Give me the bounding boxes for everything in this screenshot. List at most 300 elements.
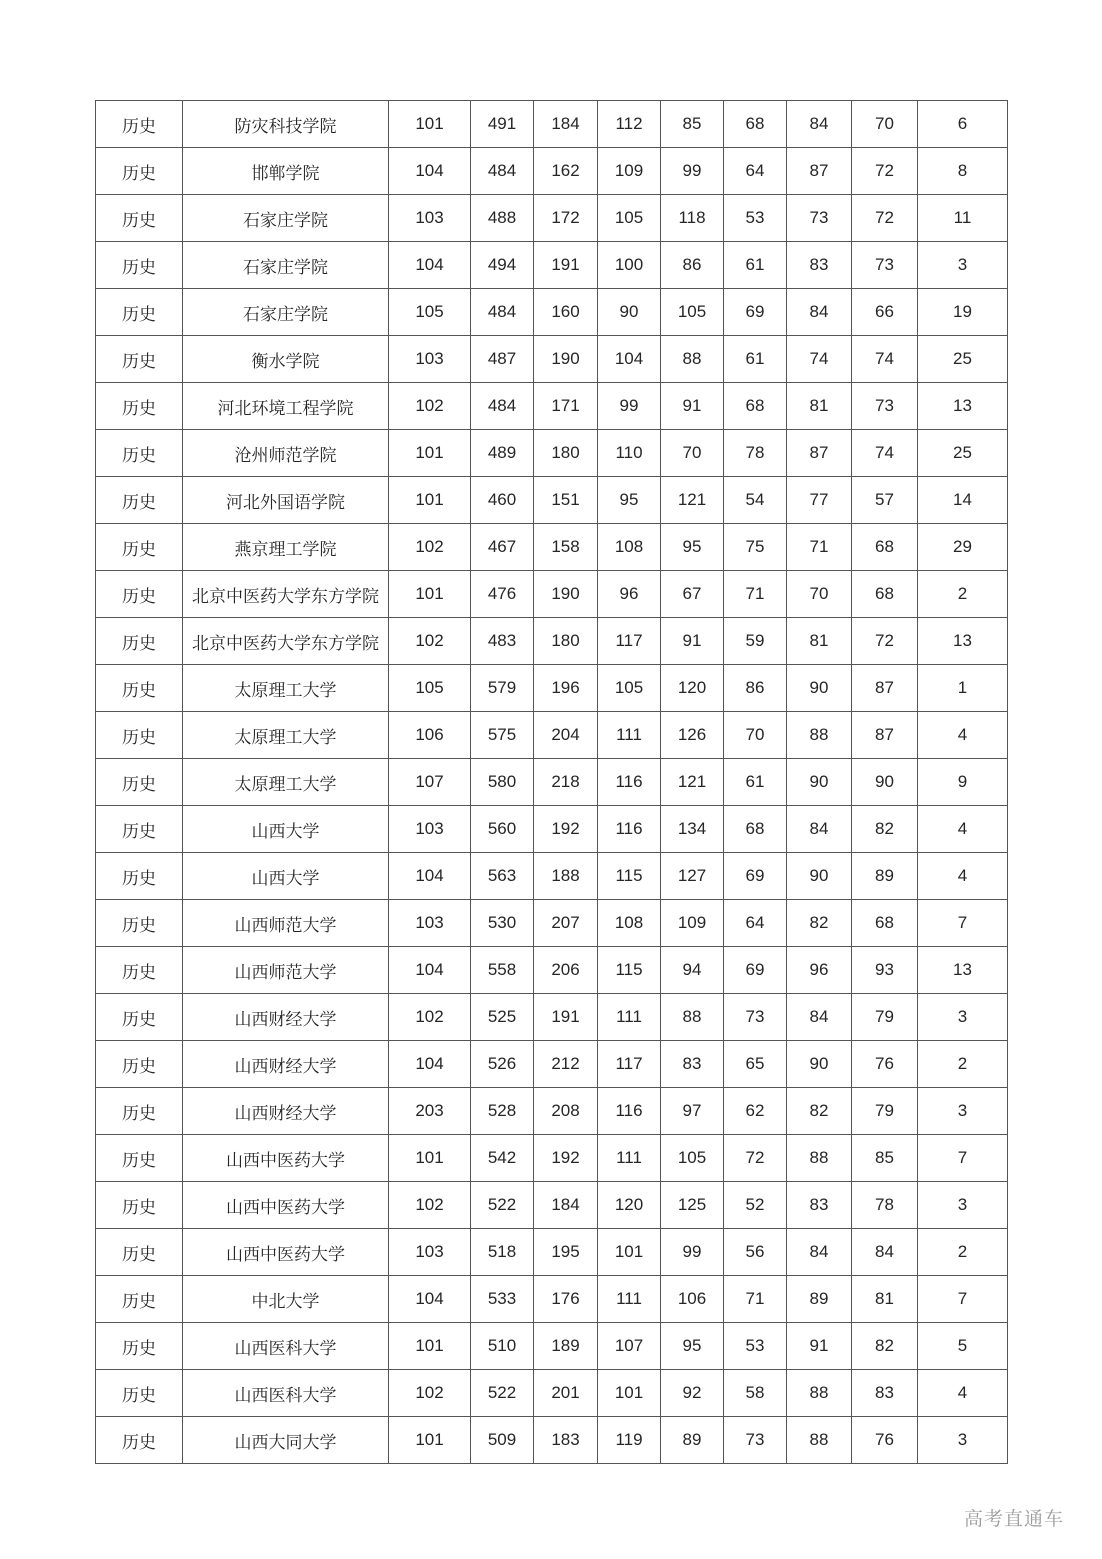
table-cell: 522 bbox=[471, 1182, 534, 1229]
table-cell: 92 bbox=[661, 1370, 724, 1417]
table-cell: 太原理工大学 bbox=[183, 759, 389, 806]
table-cell: 580 bbox=[471, 759, 534, 806]
table-cell: 81 bbox=[852, 1276, 918, 1323]
table-cell: 192 bbox=[534, 806, 598, 853]
table-cell: 66 bbox=[852, 289, 918, 336]
table-cell: 53 bbox=[724, 195, 787, 242]
table-cell: 483 bbox=[471, 618, 534, 665]
table-cell: 106 bbox=[389, 712, 471, 759]
table-cell: 61 bbox=[724, 336, 787, 383]
table-cell: 历史 bbox=[96, 806, 183, 853]
table-cell: 88 bbox=[661, 336, 724, 383]
table-cell: 102 bbox=[389, 524, 471, 571]
table-cell: 96 bbox=[598, 571, 661, 618]
table-row bbox=[96, 1229, 1008, 1276]
table-cell: 1 bbox=[918, 665, 1008, 712]
table-cell: 90 bbox=[787, 665, 852, 712]
table-cell: 105 bbox=[389, 665, 471, 712]
table-cell: 13 bbox=[918, 618, 1008, 665]
table-cell: 石家庄学院 bbox=[183, 242, 389, 289]
table-cell: 105 bbox=[598, 665, 661, 712]
table-cell: 83 bbox=[787, 1182, 852, 1229]
table-row bbox=[96, 665, 1008, 712]
table-cell: 65 bbox=[724, 1041, 787, 1088]
table-cell: 180 bbox=[534, 430, 598, 477]
table-cell: 533 bbox=[471, 1276, 534, 1323]
table-cell: 184 bbox=[534, 1182, 598, 1229]
table-cell: 25 bbox=[918, 430, 1008, 477]
table-row bbox=[96, 618, 1008, 665]
table-cell: 85 bbox=[852, 1135, 918, 1182]
table-cell: 68 bbox=[724, 806, 787, 853]
table-cell: 历史 bbox=[96, 947, 183, 994]
table-cell: 467 bbox=[471, 524, 534, 571]
table-cell: 太原理工大学 bbox=[183, 665, 389, 712]
table-cell: 121 bbox=[661, 477, 724, 524]
table-cell: 108 bbox=[598, 524, 661, 571]
table-row bbox=[96, 712, 1008, 759]
table-cell: 57 bbox=[852, 477, 918, 524]
table-cell: 207 bbox=[534, 900, 598, 947]
table-cell: 558 bbox=[471, 947, 534, 994]
table-cell: 83 bbox=[661, 1041, 724, 1088]
table-cell: 192 bbox=[534, 1135, 598, 1182]
table-cell: 95 bbox=[661, 1323, 724, 1370]
table-row bbox=[96, 289, 1008, 336]
table-cell: 102 bbox=[389, 994, 471, 1041]
table-row bbox=[96, 853, 1008, 900]
table-cell: 历史 bbox=[96, 524, 183, 571]
table-cell: 历史 bbox=[96, 242, 183, 289]
table-cell: 72 bbox=[852, 618, 918, 665]
table-cell: 75 bbox=[724, 524, 787, 571]
table-row bbox=[96, 1323, 1008, 1370]
table-cell: 历史 bbox=[96, 101, 183, 148]
table-cell: 526 bbox=[471, 1041, 534, 1088]
table-cell: 石家庄学院 bbox=[183, 289, 389, 336]
table-cell: 203 bbox=[389, 1088, 471, 1135]
table-cell: 历史 bbox=[96, 430, 183, 477]
table-cell: 104 bbox=[389, 947, 471, 994]
table-cell: 历史 bbox=[96, 665, 183, 712]
table-cell: 历史 bbox=[96, 383, 183, 430]
table-cell: 120 bbox=[598, 1182, 661, 1229]
table-cell: 燕京理工学院 bbox=[183, 524, 389, 571]
table-cell: 62 bbox=[724, 1088, 787, 1135]
table-cell: 历史 bbox=[96, 1041, 183, 1088]
table-cell: 101 bbox=[389, 1323, 471, 1370]
table-cell: 85 bbox=[661, 101, 724, 148]
table-cell: 101 bbox=[389, 477, 471, 524]
table-cell: 83 bbox=[852, 1370, 918, 1417]
table-cell: 109 bbox=[661, 900, 724, 947]
table-cell: 山西大学 bbox=[183, 806, 389, 853]
table-cell: 116 bbox=[598, 759, 661, 806]
table-cell: 山西医科大学 bbox=[183, 1323, 389, 1370]
table-cell: 69 bbox=[724, 947, 787, 994]
table-cell: 87 bbox=[787, 148, 852, 195]
table-cell: 189 bbox=[534, 1323, 598, 1370]
table-cell: 84 bbox=[787, 806, 852, 853]
table-cell: 山西师范大学 bbox=[183, 947, 389, 994]
table-cell: 防灾科技学院 bbox=[183, 101, 389, 148]
table-cell: 84 bbox=[852, 1229, 918, 1276]
table-cell: 山西师范大学 bbox=[183, 900, 389, 947]
table-cell: 120 bbox=[661, 665, 724, 712]
table-row bbox=[96, 524, 1008, 571]
table-cell: 117 bbox=[598, 1041, 661, 1088]
table-cell: 11 bbox=[918, 195, 1008, 242]
table-cell: 山西财经大学 bbox=[183, 1088, 389, 1135]
table-cell: 70 bbox=[661, 430, 724, 477]
table-row bbox=[96, 900, 1008, 947]
table-cell: 山西财经大学 bbox=[183, 994, 389, 1041]
table-row bbox=[96, 759, 1008, 806]
table-cell: 84 bbox=[787, 289, 852, 336]
table-cell: 沧州师范学院 bbox=[183, 430, 389, 477]
table-cell: 2 bbox=[918, 1229, 1008, 1276]
table-cell: 104 bbox=[389, 853, 471, 900]
table-cell: 72 bbox=[852, 148, 918, 195]
table-cell: 208 bbox=[534, 1088, 598, 1135]
table-cell: 88 bbox=[787, 1417, 852, 1464]
table-cell: 111 bbox=[598, 712, 661, 759]
table-cell: 4 bbox=[918, 1370, 1008, 1417]
table-cell: 邯郸学院 bbox=[183, 148, 389, 195]
table-cell: 176 bbox=[534, 1276, 598, 1323]
table-row bbox=[96, 1182, 1008, 1229]
table-cell: 134 bbox=[661, 806, 724, 853]
table-cell: 201 bbox=[534, 1370, 598, 1417]
table-cell: 历史 bbox=[96, 1323, 183, 1370]
table-cell: 29 bbox=[918, 524, 1008, 571]
table-cell: 78 bbox=[852, 1182, 918, 1229]
table-cell: 历史 bbox=[96, 289, 183, 336]
table-cell: 7 bbox=[918, 900, 1008, 947]
table-cell: 191 bbox=[534, 242, 598, 289]
table-cell: 73 bbox=[787, 195, 852, 242]
table-cell: 104 bbox=[389, 242, 471, 289]
table-cell: 71 bbox=[787, 524, 852, 571]
table-cell: 125 bbox=[661, 1182, 724, 1229]
table-cell: 488 bbox=[471, 195, 534, 242]
admission-scores-table bbox=[95, 100, 1008, 1464]
table-cell: 3 bbox=[918, 242, 1008, 289]
table-cell: 19 bbox=[918, 289, 1008, 336]
table-cell: 172 bbox=[534, 195, 598, 242]
table-cell: 78 bbox=[724, 430, 787, 477]
table-cell: 218 bbox=[534, 759, 598, 806]
table-cell: 3 bbox=[918, 1182, 1008, 1229]
table-cell: 68 bbox=[724, 383, 787, 430]
table-cell: 151 bbox=[534, 477, 598, 524]
table-cell: 14 bbox=[918, 477, 1008, 524]
table-cell: 101 bbox=[389, 101, 471, 148]
table-cell: 105 bbox=[389, 289, 471, 336]
table-cell: 73 bbox=[852, 242, 918, 289]
table-cell: 180 bbox=[534, 618, 598, 665]
table-cell: 4 bbox=[918, 712, 1008, 759]
table-cell: 518 bbox=[471, 1229, 534, 1276]
table-row bbox=[96, 383, 1008, 430]
table-cell: 206 bbox=[534, 947, 598, 994]
table-cell: 81 bbox=[787, 383, 852, 430]
table-body bbox=[96, 101, 1008, 1464]
table-cell: 石家庄学院 bbox=[183, 195, 389, 242]
table-cell: 484 bbox=[471, 383, 534, 430]
table-cell: 5 bbox=[918, 1323, 1008, 1370]
table-cell: 54 bbox=[724, 477, 787, 524]
table-cell: 79 bbox=[852, 1088, 918, 1135]
table-cell: 110 bbox=[598, 430, 661, 477]
table-cell: 3 bbox=[918, 1088, 1008, 1135]
table-row bbox=[96, 336, 1008, 383]
table-cell: 190 bbox=[534, 336, 598, 383]
table-cell: 衡水学院 bbox=[183, 336, 389, 383]
table-cell: 162 bbox=[534, 148, 598, 195]
table-cell: 8 bbox=[918, 148, 1008, 195]
table-cell: 102 bbox=[389, 383, 471, 430]
table-cell: 71 bbox=[724, 571, 787, 618]
table-cell: 68 bbox=[852, 900, 918, 947]
table-cell: 68 bbox=[852, 571, 918, 618]
table-cell: 102 bbox=[389, 1370, 471, 1417]
table-cell: 119 bbox=[598, 1417, 661, 1464]
table-cell: 212 bbox=[534, 1041, 598, 1088]
table-cell: 184 bbox=[534, 101, 598, 148]
table-cell: 99 bbox=[661, 1229, 724, 1276]
table-cell: 25 bbox=[918, 336, 1008, 383]
table-cell: 历史 bbox=[96, 759, 183, 806]
table-cell: 历史 bbox=[96, 571, 183, 618]
table-cell: 510 bbox=[471, 1323, 534, 1370]
table-row bbox=[96, 1135, 1008, 1182]
table-cell: 105 bbox=[661, 289, 724, 336]
table-cell: 100 bbox=[598, 242, 661, 289]
table-cell: 494 bbox=[471, 242, 534, 289]
table-cell: 山西财经大学 bbox=[183, 1041, 389, 1088]
table-cell: 69 bbox=[724, 853, 787, 900]
table-cell: 67 bbox=[661, 571, 724, 618]
table-cell: 北京中医药大学东方学院 bbox=[183, 571, 389, 618]
table-cell: 74 bbox=[787, 336, 852, 383]
table-cell: 107 bbox=[389, 759, 471, 806]
table-cell: 101 bbox=[389, 430, 471, 477]
table-cell: 72 bbox=[852, 195, 918, 242]
table-row bbox=[96, 806, 1008, 853]
table-cell: 115 bbox=[598, 947, 661, 994]
table-cell: 7 bbox=[918, 1276, 1008, 1323]
table-cell: 77 bbox=[787, 477, 852, 524]
table-cell: 491 bbox=[471, 101, 534, 148]
table-cell: 104 bbox=[389, 1276, 471, 1323]
table-cell: 91 bbox=[661, 383, 724, 430]
table-cell: 64 bbox=[724, 900, 787, 947]
table-cell: 52 bbox=[724, 1182, 787, 1229]
table-cell: 4 bbox=[918, 806, 1008, 853]
table-cell: 历史 bbox=[96, 712, 183, 759]
table-cell: 90 bbox=[787, 1041, 852, 1088]
table-cell: 86 bbox=[724, 665, 787, 712]
table-row bbox=[96, 1041, 1008, 1088]
table-cell: 95 bbox=[661, 524, 724, 571]
table-cell: 204 bbox=[534, 712, 598, 759]
table-cell: 70 bbox=[787, 571, 852, 618]
table-cell: 111 bbox=[598, 1135, 661, 1182]
table-cell: 70 bbox=[852, 101, 918, 148]
watermark-text: 高考直通车 bbox=[963, 1509, 1064, 1530]
table-cell: 560 bbox=[471, 806, 534, 853]
table-cell: 历史 bbox=[96, 1229, 183, 1276]
table-cell: 90 bbox=[787, 759, 852, 806]
table-cell: 117 bbox=[598, 618, 661, 665]
table-cell: 183 bbox=[534, 1417, 598, 1464]
table-row bbox=[96, 1088, 1008, 1135]
table-cell: 73 bbox=[852, 383, 918, 430]
table-cell: 90 bbox=[852, 759, 918, 806]
table-cell: 64 bbox=[724, 148, 787, 195]
table-cell: 103 bbox=[389, 1229, 471, 1276]
table-cell: 山西大同大学 bbox=[183, 1417, 389, 1464]
table-cell: 83 bbox=[787, 242, 852, 289]
table-cell: 99 bbox=[661, 148, 724, 195]
table-cell: 河北环境工程学院 bbox=[183, 383, 389, 430]
table-cell: 525 bbox=[471, 994, 534, 1041]
table-cell: 105 bbox=[598, 195, 661, 242]
table-cell: 460 bbox=[471, 477, 534, 524]
table-row bbox=[96, 1276, 1008, 1323]
table-cell: 历史 bbox=[96, 1417, 183, 1464]
table-row bbox=[96, 242, 1008, 289]
table-cell: 太原理工大学 bbox=[183, 712, 389, 759]
table-row bbox=[96, 947, 1008, 994]
table-cell: 3 bbox=[918, 1417, 1008, 1464]
table-cell: 196 bbox=[534, 665, 598, 712]
table-cell: 70 bbox=[724, 712, 787, 759]
table-cell: 河北外国语学院 bbox=[183, 477, 389, 524]
table-cell: 59 bbox=[724, 618, 787, 665]
table-cell: 13 bbox=[918, 383, 1008, 430]
table-cell: 历史 bbox=[96, 618, 183, 665]
table-cell: 118 bbox=[661, 195, 724, 242]
table-cell: 88 bbox=[661, 994, 724, 1041]
table-cell: 山西中医药大学 bbox=[183, 1229, 389, 1276]
table-cell: 历史 bbox=[96, 1370, 183, 1417]
table-cell: 101 bbox=[598, 1370, 661, 1417]
table-cell: 115 bbox=[598, 853, 661, 900]
table-cell: 74 bbox=[852, 430, 918, 477]
table-cell: 160 bbox=[534, 289, 598, 336]
table-cell: 484 bbox=[471, 148, 534, 195]
table-cell: 90 bbox=[598, 289, 661, 336]
table-cell: 103 bbox=[389, 195, 471, 242]
table-cell: 103 bbox=[389, 900, 471, 947]
table-cell: 87 bbox=[852, 712, 918, 759]
table-cell: 89 bbox=[787, 1276, 852, 1323]
table-cell: 山西中医药大学 bbox=[183, 1135, 389, 1182]
table-cell: 105 bbox=[661, 1135, 724, 1182]
table-cell: 101 bbox=[598, 1229, 661, 1276]
table-cell: 82 bbox=[852, 806, 918, 853]
table-cell: 103 bbox=[389, 806, 471, 853]
table-cell: 97 bbox=[661, 1088, 724, 1135]
table-cell: 96 bbox=[787, 947, 852, 994]
table-cell: 山西大学 bbox=[183, 853, 389, 900]
table-cell: 101 bbox=[389, 571, 471, 618]
table-cell: 111 bbox=[598, 994, 661, 1041]
table-cell: 历史 bbox=[96, 994, 183, 1041]
table-cell: 68 bbox=[852, 524, 918, 571]
table-cell: 历史 bbox=[96, 195, 183, 242]
table-cell: 190 bbox=[534, 571, 598, 618]
table-cell: 106 bbox=[661, 1276, 724, 1323]
table-cell: 69 bbox=[724, 289, 787, 336]
table-row bbox=[96, 477, 1008, 524]
table-cell: 93 bbox=[852, 947, 918, 994]
table-cell: 81 bbox=[787, 618, 852, 665]
table-cell: 91 bbox=[787, 1323, 852, 1370]
table-cell: 历史 bbox=[96, 1276, 183, 1323]
table-cell: 111 bbox=[598, 1276, 661, 1323]
table-cell: 历史 bbox=[96, 853, 183, 900]
table-cell: 101 bbox=[389, 1135, 471, 1182]
table-cell: 89 bbox=[661, 1417, 724, 1464]
table-cell: 68 bbox=[724, 101, 787, 148]
table-cell: 71 bbox=[724, 1276, 787, 1323]
table-cell: 530 bbox=[471, 900, 534, 947]
table-cell: 126 bbox=[661, 712, 724, 759]
table-cell: 108 bbox=[598, 900, 661, 947]
table-cell: 86 bbox=[661, 242, 724, 289]
table-cell: 61 bbox=[724, 759, 787, 806]
table-cell: 73 bbox=[724, 994, 787, 1041]
table-cell: 北京中医药大学东方学院 bbox=[183, 618, 389, 665]
table-cell: 542 bbox=[471, 1135, 534, 1182]
table-cell: 579 bbox=[471, 665, 534, 712]
table-cell: 575 bbox=[471, 712, 534, 759]
table-row bbox=[96, 148, 1008, 195]
table-cell: 3 bbox=[918, 994, 1008, 1041]
table-cell: 99 bbox=[598, 383, 661, 430]
table-cell: 563 bbox=[471, 853, 534, 900]
table-row bbox=[96, 1370, 1008, 1417]
table-cell: 101 bbox=[389, 1417, 471, 1464]
table-cell: 2 bbox=[918, 1041, 1008, 1088]
table-cell: 88 bbox=[787, 1370, 852, 1417]
table-cell: 195 bbox=[534, 1229, 598, 1276]
table-cell: 528 bbox=[471, 1088, 534, 1135]
table-row bbox=[96, 430, 1008, 477]
table-cell: 89 bbox=[852, 853, 918, 900]
table-cell: 中北大学 bbox=[183, 1276, 389, 1323]
table-cell: 116 bbox=[598, 806, 661, 853]
table-cell: 山西中医药大学 bbox=[183, 1182, 389, 1229]
table-cell: 84 bbox=[787, 994, 852, 1041]
table-cell: 历史 bbox=[96, 1182, 183, 1229]
table-cell: 82 bbox=[787, 900, 852, 947]
table-cell: 104 bbox=[598, 336, 661, 383]
table-cell: 191 bbox=[534, 994, 598, 1041]
table-cell: 82 bbox=[852, 1323, 918, 1370]
table-cell: 13 bbox=[918, 947, 1008, 994]
table-cell: 4 bbox=[918, 853, 1008, 900]
table-cell: 2 bbox=[918, 571, 1008, 618]
table-cell: 121 bbox=[661, 759, 724, 806]
table-cell: 9 bbox=[918, 759, 1008, 806]
table-cell: 91 bbox=[661, 618, 724, 665]
table-row bbox=[96, 101, 1008, 148]
table-cell: 484 bbox=[471, 289, 534, 336]
